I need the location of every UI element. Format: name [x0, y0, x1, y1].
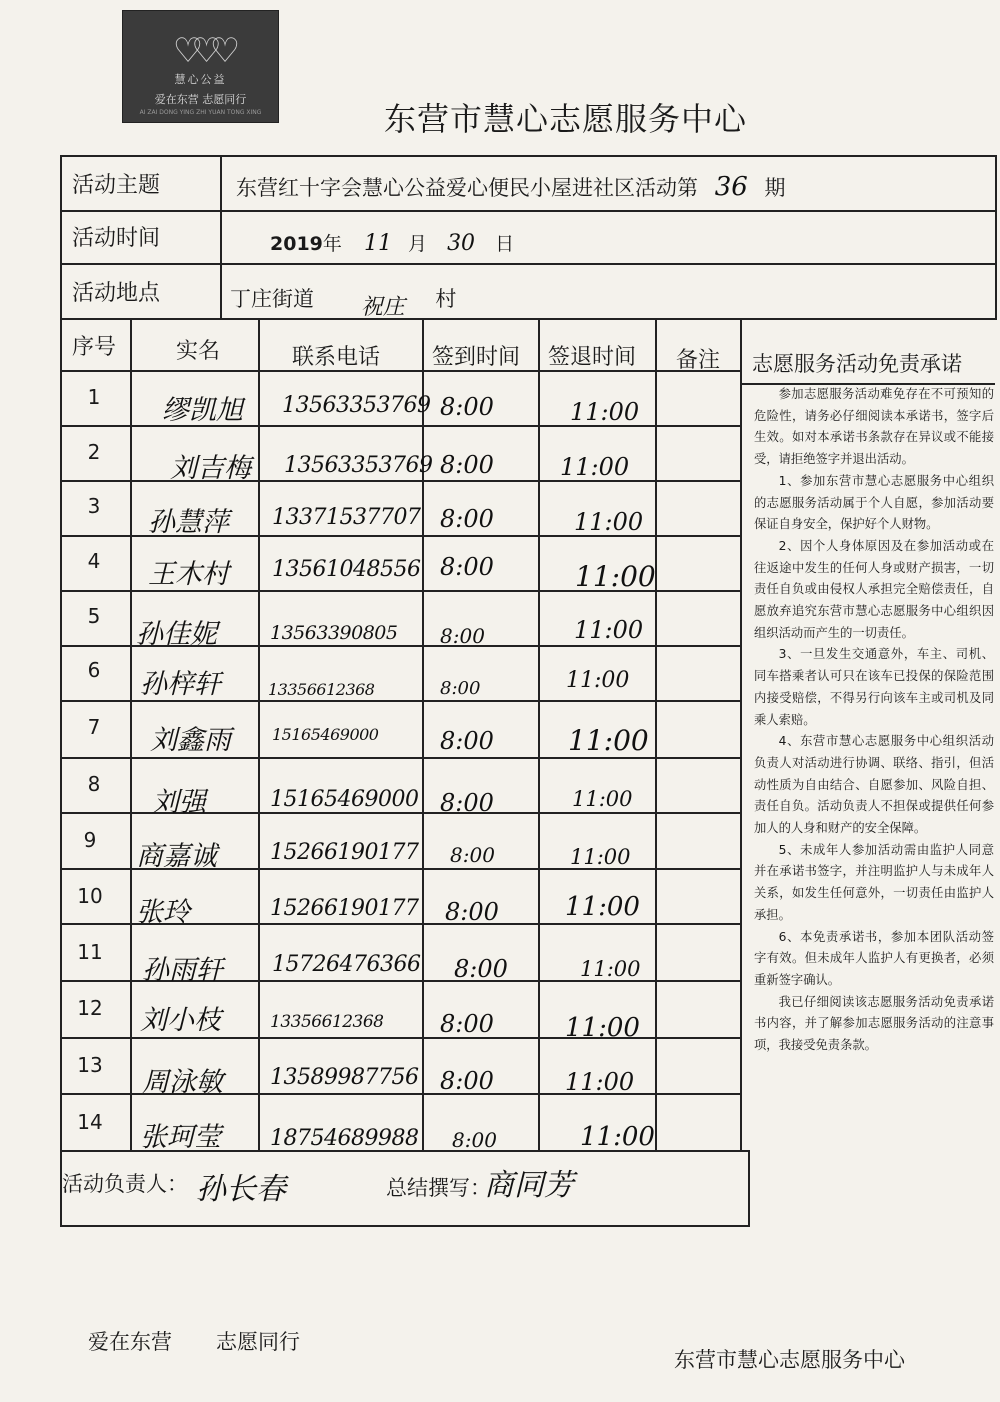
row-name: 张珂莹	[140, 1122, 221, 1153]
row-name: 刘吉梅	[170, 453, 251, 484]
row-name: 刘小枝	[140, 1005, 221, 1036]
row-no: 11	[77, 940, 103, 964]
row-name: 王木村	[148, 559, 229, 590]
row-name: 孙梓轩	[140, 669, 221, 700]
logo-org-name: 慧心公益	[174, 73, 227, 86]
row-checkin: 8:00	[440, 553, 494, 581]
row-checkin: 8:00	[440, 727, 494, 755]
header-name: 实名	[176, 339, 221, 364]
header-no: 序号	[72, 335, 117, 360]
activity-place: 丁庄街道 祝庄 村	[230, 287, 457, 320]
footer-slogan-left: 爱在东营	[88, 1330, 172, 1354]
waiver-title: 志愿服务活动免责承诺	[752, 352, 962, 376]
row-no: 3	[87, 494, 101, 518]
waiver-paragraph: 2、因个人身体原因及在参加活动或在往返途中发生的任何人身或财产损害，一切责任自负或由侵权人承担完全赔偿责任，自愿放弃追究东营市慧心志愿服务中心组织因组织活动而产生的一切责任。	[754, 538, 994, 640]
row-name: 孙雨轩	[142, 955, 223, 986]
row-checkin: 8:00	[440, 1067, 494, 1095]
footer-slogan-right: 志愿同行	[216, 1330, 300, 1354]
writer-signature: 商同芳	[484, 1168, 574, 1203]
row-phone: 15266190177	[270, 896, 419, 921]
row-phone: 13589987756	[270, 1065, 419, 1090]
row-checkout: 11:00	[570, 398, 640, 426]
place-label: 活动地点	[72, 281, 161, 306]
row-checkin: 8:00	[440, 451, 494, 479]
row-phone: 15726476366	[272, 952, 421, 977]
waiver-paragraph: 3、一旦发生交通意外，车主、司机、同车搭乘者认可只在该车已投保的保险范围内接受赔偿，不得另行向该车主或司机及同乘人索赔。	[754, 647, 994, 727]
row-name: 孙佳妮	[136, 619, 217, 650]
time-label: 活动时间	[72, 226, 161, 251]
logo-motto: 爱在东营 志愿同行	[154, 93, 247, 106]
row-phone: 13563390805	[270, 622, 398, 644]
row-phone: 18754689988	[270, 1126, 419, 1151]
row-name: 商嘉诚	[136, 841, 217, 872]
row-checkout: 11:00	[572, 787, 633, 811]
organization-logo	[122, 10, 279, 123]
row-checkin: 8:00	[452, 1128, 497, 1152]
row-no: 5	[87, 604, 101, 628]
footer-org: 东营市慧心志愿服务中心	[674, 1348, 905, 1372]
row-phone: 15165469000	[270, 787, 419, 812]
row-phone: 13561048556	[272, 557, 421, 582]
waiver-paragraph: 参加志愿服务活动难免存在不可预知的危险性，请务必仔细阅读本承诺书，签字后生效。如对本承诺书条款存在异议或不能接受，请拒绝签字并退出活动。	[754, 387, 994, 467]
header-remark: 备注	[676, 348, 721, 373]
row-phone: 13371537707	[272, 505, 421, 530]
leader-signature: 孙长春	[196, 1172, 286, 1207]
row-no: 1	[87, 385, 101, 409]
header-checkout: 签退时间	[548, 345, 637, 370]
row-checkout: 11:00	[565, 892, 640, 922]
row-no: 14	[77, 1110, 103, 1134]
topic-value: 东营红十字会慧心公益爱心便民小屋进社区活动第 36 期	[236, 172, 786, 202]
row-checkout: 11:00	[565, 1068, 635, 1096]
row-checkout: 11:00	[575, 560, 656, 593]
row-checkout: 11:00	[570, 845, 631, 869]
double-heart-icon: ♡♡♡	[172, 31, 229, 71]
row-no: 6	[87, 658, 101, 682]
row-no: 12	[77, 996, 103, 1020]
row-name: 缪凯旭	[162, 395, 243, 426]
row-checkin: 8:00	[445, 898, 499, 926]
row-checkin: 8:00	[440, 1010, 494, 1038]
waiver-paragraph: 6、本免责承诺书，参加本团队活动签字有效。但未成年人监护人有更换者，必须重新签字确认。	[754, 929, 994, 987]
row-checkout: 11:00	[574, 508, 644, 536]
waiver-paragraph: 1、参加东营市慧心志愿服务中心组织的志愿服务活动属于个人自愿，参加活动要保证自身安全，保护好个人财物。	[754, 473, 994, 532]
header-phone: 联系电话	[292, 345, 381, 370]
row-checkin: 8:00	[454, 955, 508, 983]
row-checkout: 11:00	[560, 453, 630, 481]
waiver-text	[754, 384, 994, 1057]
row-no: 2	[87, 440, 101, 464]
row-checkout: 11:00	[580, 957, 641, 981]
row-name: 孙慧萍	[148, 507, 229, 538]
waiver-paragraph: 4、东营市慧心志愿服务中心组织活动负责人对活动进行协调、联络、指引，但活动性质为自由结合、自愿参加、风险自担、责任自负。活动负责人不担保或提供任何参加人的人身和财产的安全保障。	[754, 734, 994, 836]
row-checkin: 8:00	[440, 789, 494, 817]
waiver-paragraph: 5、未成年人参加活动需由监护人同意并在承诺书签字，并注明监护人与未成年人关系，如发生任何意外，一切责任由监护人承担。	[754, 842, 994, 922]
row-phone: 13563353769	[284, 453, 433, 478]
activity-date: 2019年 11 月 30 日	[270, 231, 515, 256]
issue-number: 36	[714, 172, 748, 202]
row-no: 9	[83, 828, 97, 852]
row-checkin: 8:00	[440, 505, 494, 533]
leader-label: 活动负责人：	[62, 1172, 188, 1196]
row-name: 刘鑫雨	[150, 725, 231, 756]
writer-label: 总结撰写：	[386, 1176, 491, 1200]
row-name: 刘强	[152, 787, 206, 818]
page-title: 东营市慧心志愿服务中心	[384, 100, 748, 138]
waiver-paragraph: 我已仔细阅读该志愿服务活动免责承诺书内容，并了解参加志愿服务活动的注意事项，我接受免责条款。	[754, 994, 994, 1053]
row-checkin: 8:00	[440, 624, 485, 648]
topic-label: 活动主题	[72, 173, 161, 198]
row-checkout: 11:00	[566, 668, 630, 693]
row-phone: 15165469000	[272, 725, 379, 744]
row-phone: 15266190177	[270, 840, 419, 865]
row-no: 13	[77, 1053, 103, 1077]
row-checkin: 8:00	[450, 843, 495, 867]
row-no: 7	[87, 715, 101, 739]
row-phone: 13356612368	[270, 1012, 384, 1032]
row-name: 周泳敏	[142, 1067, 223, 1098]
row-checkin: 8:00	[440, 678, 481, 699]
row-phone: 13563353769	[282, 393, 431, 418]
row-phone: 13356612368	[268, 680, 375, 699]
logo-pinyin: AI ZAI DONG YING ZHI YUAN TONG XING	[139, 109, 262, 116]
row-checkout: 11:00	[580, 1122, 655, 1152]
row-no: 10	[77, 884, 103, 908]
row-checkout: 11:00	[565, 1013, 640, 1043]
row-no: 4	[87, 549, 101, 573]
row-checkin: 8:00	[440, 393, 494, 421]
row-checkout: 11:00	[574, 616, 644, 644]
row-name: 张玲	[136, 897, 190, 928]
row-checkout: 11:00	[568, 724, 649, 757]
header-checkin: 签到时间	[432, 345, 521, 370]
row-no: 8	[87, 772, 101, 796]
